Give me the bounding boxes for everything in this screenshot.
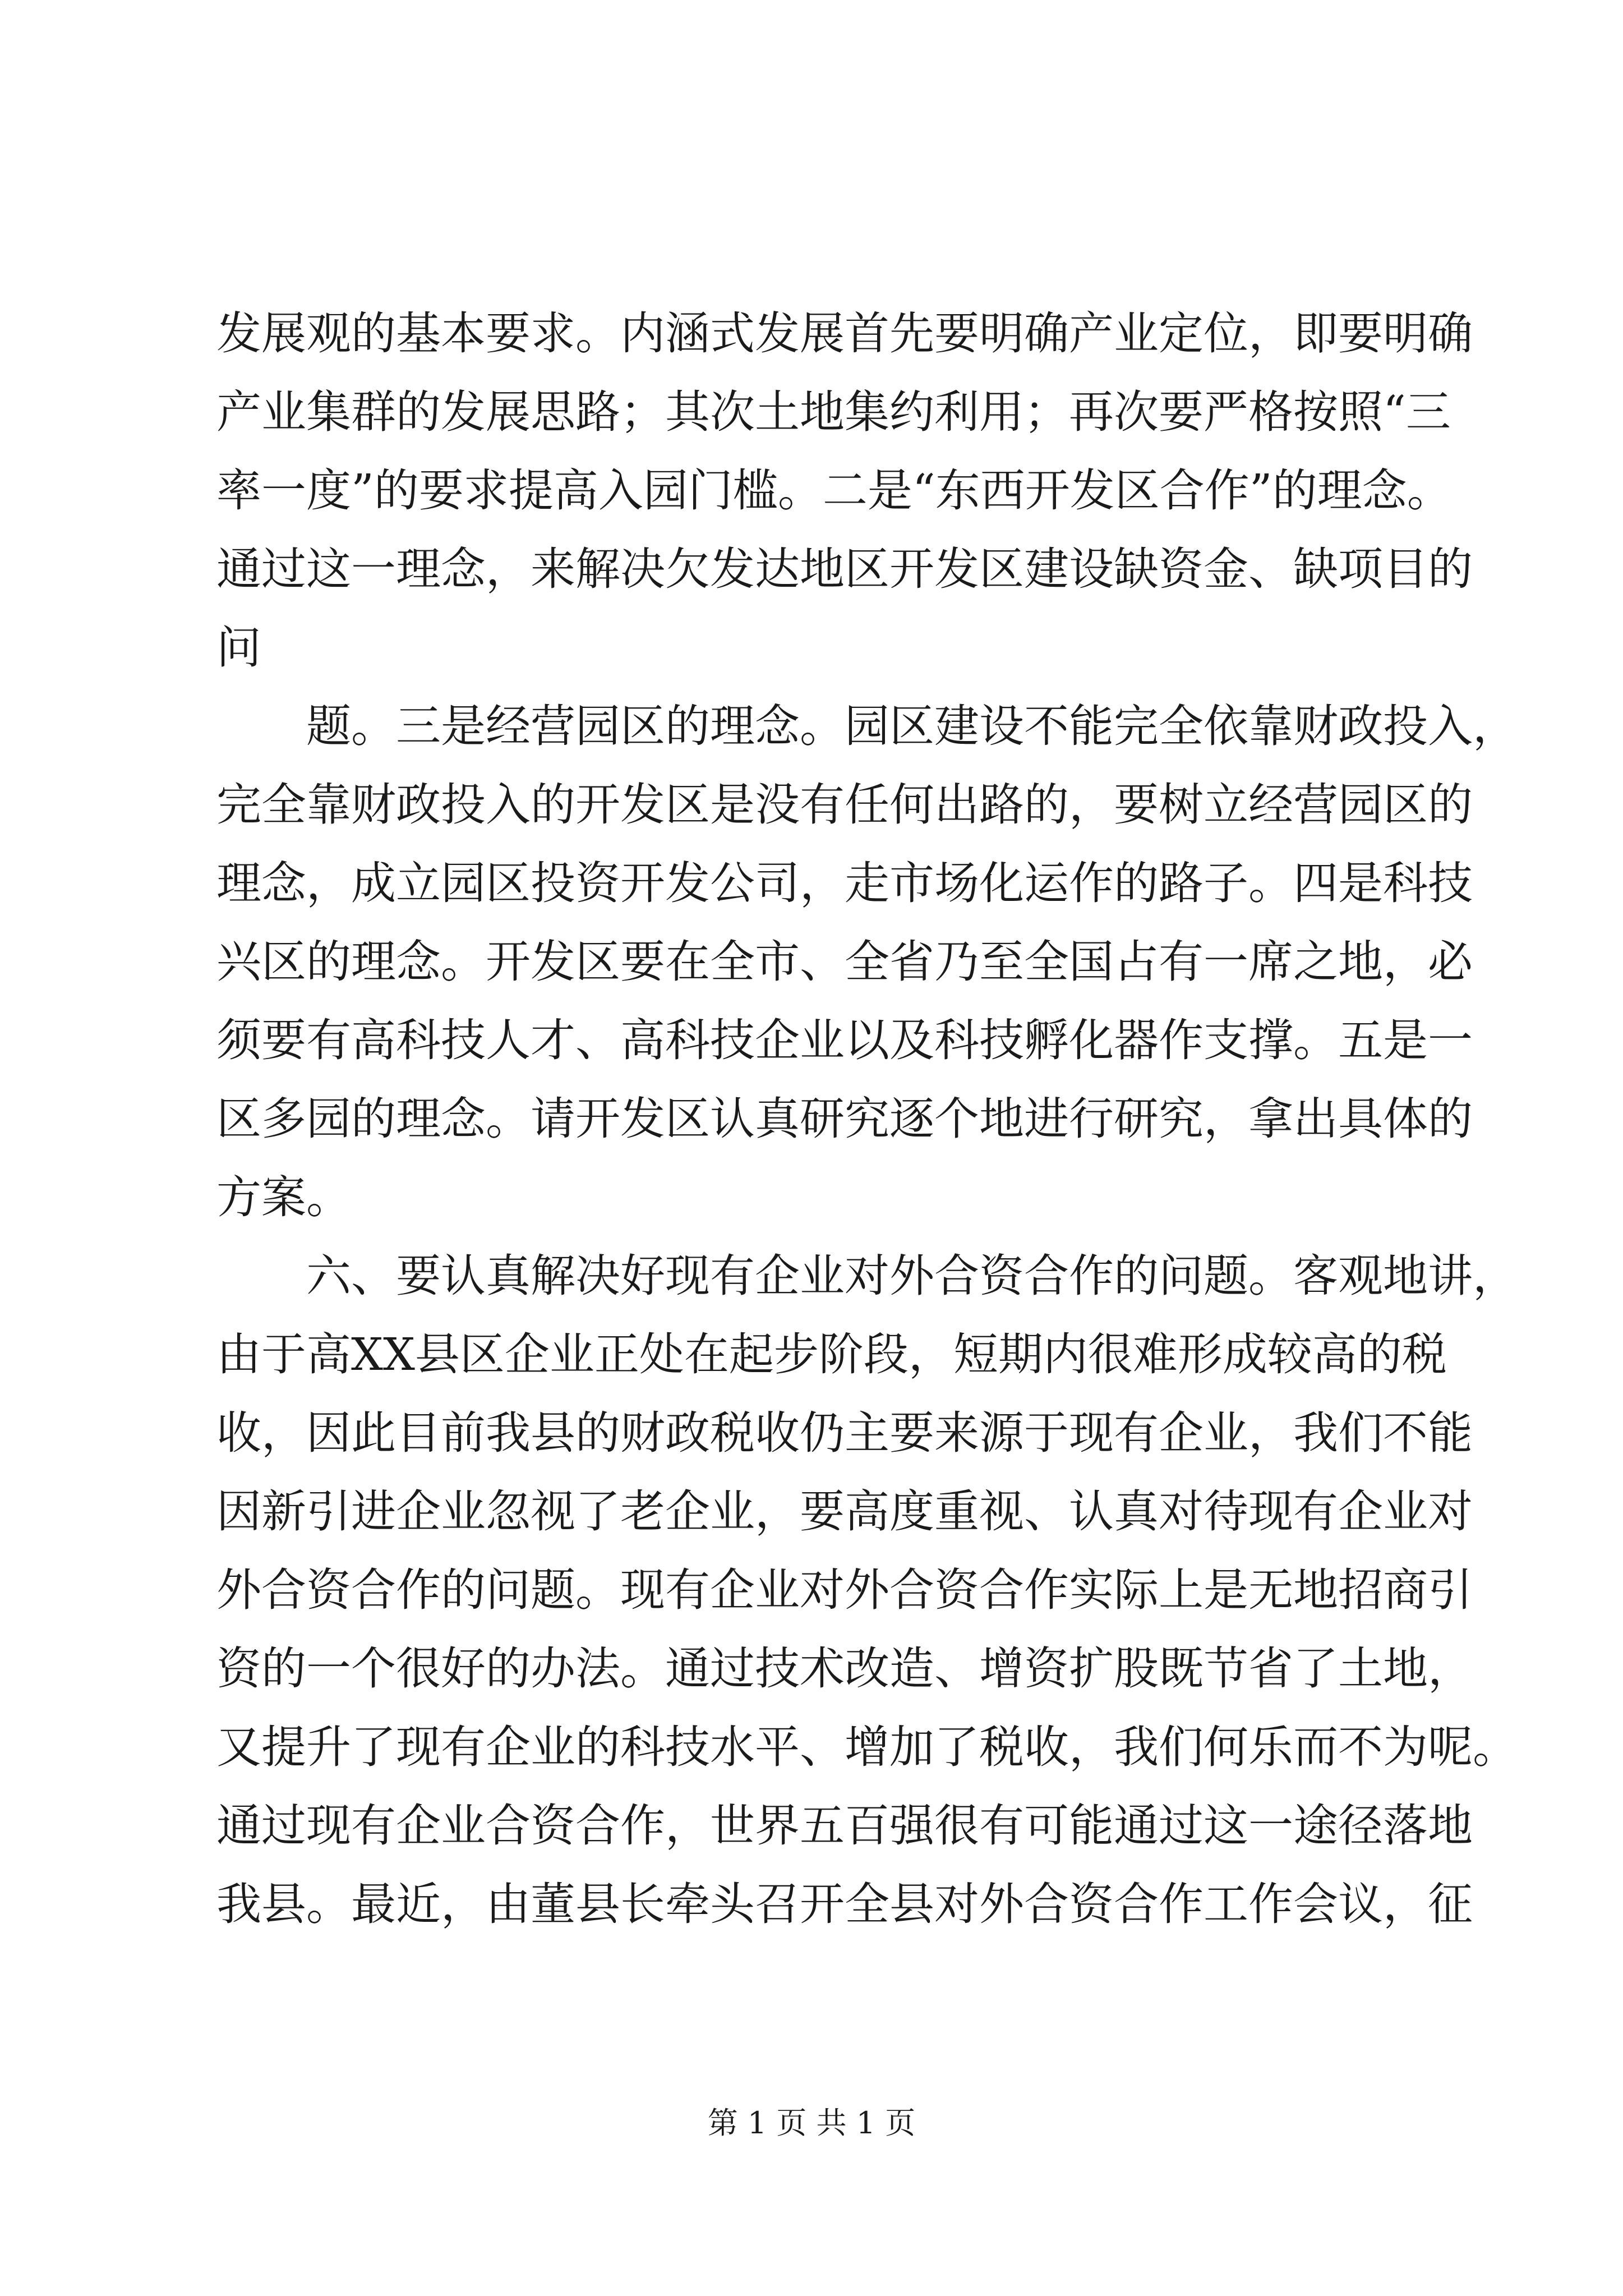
text-line: 资的一个很好的办法。通过技术改造、增资扩股既节省了土地， [216, 1642, 1473, 1695]
text-line: 通过现有企业合资合作，世界五百强很有可能通过这一途径落地 [216, 1800, 1473, 1852]
page-footer: 第 1 页 共 1 页 [707, 2105, 916, 2141]
text-line: 产业集群的发展思路；其次土地集约利用；再次要严格按照“三 [216, 386, 1451, 438]
text-line: 完全靠财政投入的开发区是没有任何出路的，要树立经营园区的 [216, 779, 1473, 831]
text-line: 通过这一理念，来解决欠发达地区开发区建设缺资金、缺项目的 [216, 543, 1473, 595]
text-line: 须要有高科技人才、高科技企业以及科技孵化器作支撑。五是一 [216, 1014, 1473, 1066]
text-line: 我县。最近，由董县长牵头召开全县对外合资合作工作会议，征 [216, 1878, 1473, 1930]
text-line: 区多园的理念。请开发区认真研究逐个地进行研究，拿出具体的 [216, 1093, 1473, 1145]
text-line: 理念，成立园区投资开发公司，走市场化运作的路子。四是科技 [216, 857, 1473, 909]
text-line: 外合资合作的问题。现有企业对外合资合作实际上是无地招商引 [216, 1564, 1473, 1616]
text-line: 兴区的理念。开发区要在全市、全省乃至全国占有一席之地，必 [216, 936, 1473, 988]
text-line: 问 [216, 622, 261, 674]
text-line: 又提升了现有企业的科技水平、增加了税收，我们何乐而不为呢。 [216, 1721, 1518, 1773]
text-line: 率一度”的要求提高入园门槛。二是“东西开发区合作”的理念。 [216, 464, 1452, 517]
text-line: 因新引进企业忽视了老企业，要高度重视、认真对待现有企业对 [216, 1485, 1473, 1538]
paragraph-first-line: 题。三是经营园区的理念。园区建设不能完全依靠财政投入， [306, 700, 1518, 752]
text-line: 发展观的基本要求。内涵式发展首先要明确产业定位，即要明确 [216, 307, 1473, 360]
text-line: 由于高XX县区企业正处在起步阶段，短期内很难形成较高的税 [216, 1328, 1447, 1381]
text-line: 方案。 [216, 1171, 351, 1223]
text-line: 收，因此目前我县的财政税收仍主要来源于现有企业，我们不能 [216, 1407, 1473, 1459]
paragraph-first-line: 六、要认真解决好现有企业对外合资合作的问题。客观地讲， [306, 1250, 1518, 1302]
